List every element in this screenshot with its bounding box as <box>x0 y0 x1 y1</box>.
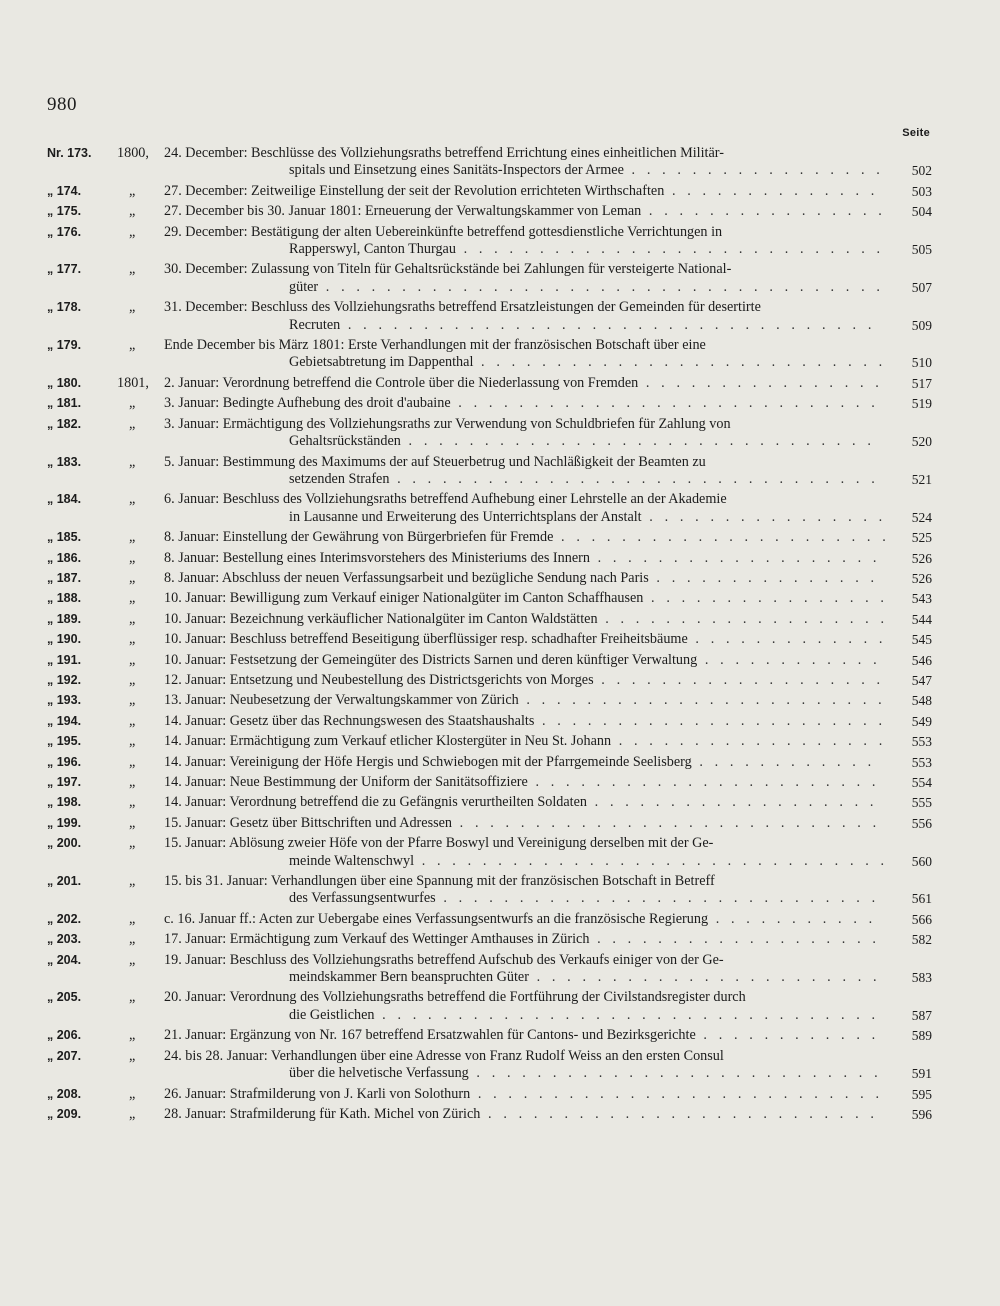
dot-leader: . . . . . . . . . . . . . . . . . . . <box>593 671 885 688</box>
entry-number: „ 185. <box>47 530 82 545</box>
toc-entry <box>0 590 1000 607</box>
entry-description <box>164 395 892 412</box>
entry-description-line: 14. Januar: Verordnung betreffend die zu Gefängnis verurtheilten Soldaten . . . . . . . . . . . . . . . . . . . <box>164 794 878 811</box>
entry-description-line: Gehaltsrückständen . . . . . . . . . . . . . . . . . . . . . . . . . . . . . . . <box>289 433 875 450</box>
entry-description-line: 13. Januar: Neubesetzung der Verwaltungskammer von Zürich . . . . . . . . . . . . . . . . . . . . . . . . <box>164 692 886 709</box>
entry-page-number: 560 <box>911 853 932 869</box>
entry-year: „ <box>129 299 136 316</box>
entry-description-line: meindskammer Bern beanspruchten Güter . . . . . . . . . . . . . . . . . . . . . . . <box>289 969 881 986</box>
dot-leader: . . . . . . . . . . . . . . . . . . . . . . . . . . . <box>468 1065 882 1082</box>
entry-description-line: 3. Januar: Ermächtigung des Vollziehungsraths zur Verwendung von Schuldbriefen für Zahlung von <box>164 415 731 432</box>
entry-page-number: 519 <box>911 396 932 412</box>
dot-leader: . . . . . . . . . . . . . . . . . . . . . . . <box>534 712 887 729</box>
dot-leader: . . . . . . . . . . . . . . . . . . . . . . . . . . . . . . . . . . . <box>340 316 876 333</box>
entry-year: „ <box>129 337 136 354</box>
entry-description-line: 14. Januar: Vereinigung der Höfe Hergis und Schwiebogen mit der Pfarrgemeinde Seelisberg . . . . . . . . . . . . <box>164 753 876 770</box>
entry-description-line: setzenden Strafen . . . . . . . . . . . . . . . . . . . . . . . . . . . . . . . . <box>289 470 879 487</box>
entry-description-line: 2. Januar: Verordnung betreffend die Controle über die Niederlassung von Fremden . . . . . . . . . . . . . . . . <box>164 374 883 391</box>
entry-description <box>164 261 892 296</box>
toc-entry <box>0 203 1000 220</box>
entry-description-line: spitals und Einsetzung eines Sanitäts-Inspectors der Armee . . . . . . . . . . . . . . . . . <box>289 162 884 179</box>
entry-description <box>164 774 892 791</box>
entry-page-number: 553 <box>911 734 932 750</box>
entry-number: „ 195. <box>47 734 82 749</box>
toc-entry <box>0 550 1000 567</box>
entry-year: 1800, <box>117 145 149 161</box>
entry-page-number: 526 <box>911 550 932 566</box>
entry-description-line: 3. Januar: Bedingte Aufhebung des droit d'aubaine . . . . . . . . . . . . . . . . . . . . . . . . . . . . <box>164 395 879 412</box>
toc-entry <box>0 1106 1000 1123</box>
entry-year: „ <box>129 549 136 566</box>
dot-leader: . . . . . . . . . . . . . . . . . . . . . . . . . . . <box>473 354 887 371</box>
entry-description-line: 27. December: Zeitweilige Einstellung der seit der Revolution errichteten Wirthschaften . . . . . . . . . . . . . . <box>164 182 879 199</box>
entry-number: „ 179. <box>47 338 82 353</box>
entry-page-number: 591 <box>911 1066 932 1082</box>
entry-number: „ 180. <box>47 375 82 390</box>
entry-number: „ 177. <box>47 262 82 277</box>
entry-page-number: 526 <box>911 570 932 586</box>
toc-entry <box>0 1086 1000 1103</box>
entry-number: „ 196. <box>47 754 82 769</box>
entry-number: „ 175. <box>47 204 82 219</box>
entry-year: „ <box>129 931 136 948</box>
toc-entry <box>0 183 1000 200</box>
entry-description <box>164 529 892 546</box>
entry-year: 1801, <box>117 374 149 391</box>
entry-year: „ <box>129 415 136 432</box>
seite-column-header: Seite <box>902 127 930 139</box>
entry-description <box>164 145 892 180</box>
entry-number: „ 201. <box>47 874 82 889</box>
entry-description <box>164 375 892 392</box>
entry-description-line: 8. Januar: Bestellung eines Interimsvorstehers des Ministeriums des Innern . . . . . . . . . . . . . . . . . . . <box>164 549 881 566</box>
entry-description <box>164 590 892 607</box>
entry-year: „ <box>129 631 136 648</box>
dot-leader: . . . . . . . . . . . . . . . . . . . . . . . . . . . . . <box>435 890 880 907</box>
toc-entry <box>0 713 1000 730</box>
toc-entry <box>0 529 1000 546</box>
dot-leader: . . . . . . . . . . . . . . . . . . . . . . . . . . . . . . . <box>400 433 875 450</box>
entry-description-line: Gebietsabtretung im Dappenthal . . . . . . . . . . . . . . . . . . . . . . . . . . . <box>289 354 887 371</box>
entry-year: „ <box>129 453 136 470</box>
entry-number: „ 200. <box>47 836 82 851</box>
entry-page-number: 596 <box>911 1106 932 1122</box>
entry-page-number: 509 <box>911 317 932 333</box>
entry-description <box>164 952 892 987</box>
entry-description-line: 28. Januar: Strafmilderung für Kath. Michel von Zürich . . . . . . . . . . . . . . . . . . . . . . . . . . <box>164 1105 879 1122</box>
entry-year: „ <box>129 835 136 852</box>
entry-description-line: 14. Januar: Ermächtigung zum Verkauf etlicher Klostergüter in Neu St. Johann . . . . . . . . . . . . . . . . . . <box>164 733 887 750</box>
entry-page-number: 543 <box>911 591 932 607</box>
entry-year: „ <box>129 203 136 220</box>
entry-description-line: 10. Januar: Festsetzung der Gemeingüter des Districts Sarnen und deren künftiger Verwaltung . . . . . . . . . . . . <box>164 651 881 668</box>
entry-description-line: 20. Januar: Verordnung des Vollziehungsraths betreffend die Fortführung der Civilstandsregister durch <box>164 989 746 1006</box>
dot-leader: . . . . . . . . . . . . . . . . . . . . . . . . . . . . . . . . . . . . . <box>318 278 885 295</box>
entry-page-number: 548 <box>911 693 932 709</box>
entry-description-line: 10. Januar: Beschluss betreffend Beseitigung überflüssiger resp. schadhafter Freiheitsbäume . . . . . . . . . . . . . <box>164 631 887 648</box>
entry-description-line: 17. Januar: Ermächtigung zum Verkauf des Wettinger Amthauses in Zürich . . . . . . . . . . . . . . . . . . . <box>164 931 881 948</box>
entry-number: „ 191. <box>47 652 82 667</box>
entry-year: „ <box>129 989 136 1006</box>
entry-year: „ <box>129 651 136 668</box>
entry-description <box>164 299 892 334</box>
entry-description <box>164 454 892 489</box>
entry-page-number: 545 <box>911 632 932 648</box>
dot-leader: . . . . . . . . . . . . <box>697 651 881 668</box>
entry-page-number: 553 <box>911 754 932 770</box>
entry-description <box>164 491 892 526</box>
entry-number: Nr. 173. <box>47 146 92 160</box>
entry-description-line: 15. Januar: Ablösung zweier Höfe von der Pfarre Boswyl und Vereinigung derselben mit der Ge- <box>164 835 714 852</box>
entry-number: „ 207. <box>47 1048 82 1063</box>
dot-leader: . . . . . . . . . . . . . . . . . . . <box>589 931 881 948</box>
entry-page-number: 554 <box>911 775 932 790</box>
entry-description <box>164 1027 892 1044</box>
entry-description-line: 14. Januar: Gesetz über das Rechnungswesen des Staatshaushalts . . . . . . . . . . . . . . . . . . . . . . . <box>164 712 887 729</box>
dot-leader: . . . . . . . . . . . . . . . . . . . . . . . <box>528 969 881 986</box>
entry-number: „ 193. <box>47 693 82 708</box>
entry-description-line: in Lausanne und Erweiterung des Unterrichtsplans der Anstalt . . . . . . . . . . . . . . . . <box>289 508 887 525</box>
entry-description-line: meinde Waltenschwyl . . . . . . . . . . . . . . . . . . . . . . . . . . . . . . . <box>289 852 889 869</box>
entry-description <box>164 652 892 669</box>
dot-leader: . . . . . . . . . . . . . . . . . . . <box>587 794 878 811</box>
entry-description <box>164 692 892 709</box>
toc-entry <box>0 395 1000 412</box>
entry-page-number: 524 <box>911 509 932 525</box>
entry-description <box>164 835 892 870</box>
entry-year: „ <box>129 1105 136 1122</box>
entry-page-number: 521 <box>911 471 932 487</box>
entry-number: „ 176. <box>47 224 82 239</box>
entry-description <box>164 713 892 730</box>
dot-leader: . . . . . . . . . . . . . <box>687 631 887 648</box>
entry-description-line: c. 16. Januar ff.: Acten zur Uebergabe eines Verfassungsentwurfs an die französische Regierung . . . . . . . . . . . <box>164 910 877 927</box>
entry-number: „ 183. <box>47 454 82 469</box>
toc-entry <box>0 337 1000 372</box>
toc-entry <box>0 672 1000 689</box>
dot-leader: . . . . . . . . . . . . . . . . . . . . . . . . . . . . . . . . . <box>374 1006 880 1023</box>
entry-year: „ <box>129 733 136 750</box>
dot-leader: . . . . . . . . . . . . . . <box>664 182 879 199</box>
entry-number: „ 189. <box>47 611 82 626</box>
entry-page-number: 556 <box>911 815 932 831</box>
entry-page-number: 517 <box>911 375 932 391</box>
entry-description <box>164 1106 892 1123</box>
entry-description-line: über die helvetische Verfassung . . . . . . . . . . . . . . . . . . . . . . . . . . . <box>289 1065 882 1082</box>
entry-description-line: 27. December bis 30. Januar 1801: Erneuerung der Verwaltungskammer von Leman . . . . . . . . . . . . . . . . <box>164 203 886 220</box>
table-of-contents <box>0 145 1000 1126</box>
entry-number: „ 209. <box>47 1106 82 1121</box>
entry-description-line: 12. Januar: Entsetzung und Neubestellung des Districtsgerichts von Morges . . . . . . . . . . . . . . . . . . . <box>164 671 885 688</box>
entry-year: „ <box>129 610 136 627</box>
entry-number: „ 205. <box>47 990 82 1005</box>
entry-number: „ 198. <box>47 795 82 810</box>
entry-year: „ <box>129 712 136 729</box>
entry-description-line: 26. Januar: Strafmilderung von J. Karli von Solothurn . . . . . . . . . . . . . . . . . . . . . . . . . . . <box>164 1085 884 1102</box>
entry-page-number: 566 <box>911 911 932 927</box>
toc-entry <box>0 145 1000 180</box>
toc-entry <box>0 952 1000 987</box>
entry-number: „ 184. <box>47 492 82 507</box>
entry-description-line: die Geistlichen . . . . . . . . . . . . . . . . . . . . . . . . . . . . . . . . . <box>289 1006 880 1023</box>
toc-entry <box>0 989 1000 1024</box>
entry-year: „ <box>129 1027 136 1044</box>
page-number: 980 <box>47 94 77 115</box>
entry-description-line: 10. Januar: Bezeichnung verkäuflicher Nationalgüter im Canton Waldstätten . . . . . . . . . . . . . . . . . . . <box>164 610 889 627</box>
entry-page-number: 546 <box>911 652 932 668</box>
dot-leader: . . . . . . . . . . . . . . . . . . . . . . . <box>527 774 880 790</box>
entry-number: „ 174. <box>47 183 82 198</box>
entry-page-number: 547 <box>911 672 932 688</box>
entry-description <box>164 733 892 750</box>
entry-page-number: 504 <box>911 204 932 220</box>
entry-page-number: 555 <box>911 795 932 811</box>
entry-number: „ 202. <box>47 911 82 926</box>
entry-description <box>164 1048 892 1083</box>
entry-year: „ <box>129 529 136 546</box>
dot-leader: . . . . . . . . . . . <box>708 910 877 927</box>
entry-description <box>164 754 892 771</box>
entry-number: „ 187. <box>47 570 82 585</box>
entry-year: „ <box>129 692 136 709</box>
toc-entry <box>0 652 1000 669</box>
entry-number: „ 206. <box>47 1028 82 1043</box>
entry-page-number: 582 <box>911 932 932 948</box>
dot-leader: . . . . . . . . . . . . . . . . <box>643 590 889 607</box>
dot-leader: . . . . . . . . . . . . . . . . . . <box>611 733 887 750</box>
toc-entry <box>0 692 1000 709</box>
entry-year: „ <box>129 590 136 607</box>
entry-year: „ <box>129 910 136 927</box>
toc-entry <box>0 416 1000 451</box>
dot-leader: . . . . . . . . . . . . . . . . . . . . . . . . . . . . <box>450 395 879 412</box>
dot-leader: . . . . . . . . . . . . . . . . . . . . . . <box>553 529 890 546</box>
entry-number: „ 204. <box>47 952 82 967</box>
entry-description <box>164 911 892 928</box>
entry-description <box>164 873 892 908</box>
entry-number: „ 181. <box>47 396 82 411</box>
entry-page-number: 525 <box>911 530 932 546</box>
entry-page-number: 510 <box>911 355 932 371</box>
entry-description <box>164 203 892 220</box>
entry-description <box>164 550 892 567</box>
entry-year: „ <box>129 814 136 831</box>
entry-number: „ 199. <box>47 815 82 830</box>
dot-leader: . . . . . . . . . . . . . . . . . . . <box>589 549 881 566</box>
entry-description <box>164 815 892 832</box>
entry-description-line: 15. Januar: Gesetz über Bittschriften und Adressen . . . . . . . . . . . . . . . . . . . . . . . . . . . . <box>164 814 881 831</box>
entry-description-line: 6. Januar: Beschluss des Vollziehungsraths betreffend Aufhebung einer Lehrstelle an der Akademie <box>164 491 727 508</box>
entry-year: „ <box>129 671 136 688</box>
dot-leader: . . . . . . . . . . . . . . . . <box>638 374 883 391</box>
entry-description <box>164 337 892 372</box>
entry-number: „ 197. <box>47 775 82 789</box>
entry-number: „ 182. <box>47 416 82 431</box>
dot-leader: . . . . . . . . . . . . . . . <box>648 569 879 586</box>
toc-entry <box>0 1027 1000 1044</box>
entry-description <box>164 931 892 948</box>
toc-entry <box>0 774 1000 791</box>
entry-description <box>164 416 892 451</box>
entry-number: „ 192. <box>47 672 82 687</box>
entry-page-number: 583 <box>911 970 932 986</box>
dot-leader: . . . . . . . . . . . . <box>691 753 876 770</box>
entry-description-line: Ende December bis März 1801: Erste Verhandlungen mit der französischen Botschaft über eine <box>164 337 706 354</box>
entry-page-number: 595 <box>911 1086 932 1102</box>
entry-year: „ <box>129 491 136 508</box>
entry-description <box>164 570 892 587</box>
entry-description-line: 30. December: Zulassung von Titeln für Gehaltsrückstände bei Zahlungen für versteigerte National- <box>164 261 732 278</box>
entry-description <box>164 611 892 628</box>
entry-page-number: 505 <box>911 242 932 258</box>
entry-year: „ <box>129 569 136 586</box>
toc-entry <box>0 1048 1000 1083</box>
entry-description-line: Recruten . . . . . . . . . . . . . . . . . . . . . . . . . . . . . . . . . . . <box>289 316 876 333</box>
entry-description-line: Rapperswyl, Canton Thurgau . . . . . . . . . . . . . . . . . . . . . . . . . . . . <box>289 241 885 258</box>
entry-year: „ <box>129 1085 136 1102</box>
entry-description <box>164 631 892 648</box>
entry-year: „ <box>129 951 136 968</box>
toc-entry <box>0 491 1000 526</box>
entry-number: „ 178. <box>47 300 82 315</box>
toc-entry <box>0 911 1000 928</box>
dot-leader: . . . . . . . . . . . . . . . . . . . . . . . . . . . <box>470 1085 884 1102</box>
entry-description-line: 19. Januar: Beschluss des Vollziehungsraths betreffend Aufschub des Verkaufs einiger von der Ge- <box>164 951 724 968</box>
dot-leader: . . . . . . . . . . . . . . . . . . . . . . . . . . . . . . . . <box>389 470 879 487</box>
entry-description-line: 10. Januar: Bewilligung zum Verkauf einiger Nationalgüter im Canton Schaffhausen . . . . . . . . . . . . . . . . <box>164 590 889 607</box>
entry-page-number: 589 <box>911 1028 932 1044</box>
dot-leader: . . . . . . . . . . . . . . . . <box>641 203 886 220</box>
entry-page-number: 561 <box>911 891 932 907</box>
toc-entry <box>0 454 1000 489</box>
toc-entry <box>0 611 1000 628</box>
toc-entry <box>0 261 1000 296</box>
entry-description-line: 14. Januar: Neue Bestimmung der Uniform der Sanitätsoffiziere . . . . . . . . . . . . . . . . . . . . . . . <box>164 774 880 790</box>
entry-description-line: 31. December: Beschluss des Vollziehungsraths betreffend Ersatzleistungen der Gemeinden für desertirte <box>164 299 761 316</box>
entry-number: „ 186. <box>47 550 82 565</box>
entry-description-line: 8. Januar: Abschluss der neuen Verfassungsarbeit und bezügliche Sendung nach Paris . . . . . . . . . . . . . . . <box>164 569 879 586</box>
toc-entry <box>0 931 1000 948</box>
dot-leader: . . . . . . . . . . . . <box>695 1027 880 1044</box>
entry-year: „ <box>129 1047 136 1064</box>
dot-leader: . . . . . . . . . . . . . . . . . . . . . . . . . . <box>480 1105 879 1122</box>
toc-entry <box>0 299 1000 334</box>
toc-entry <box>0 375 1000 392</box>
entry-description <box>164 183 892 200</box>
entry-year: „ <box>129 774 136 790</box>
entry-page-number: 503 <box>911 183 932 199</box>
toc-entry <box>0 631 1000 648</box>
entry-number: „ 188. <box>47 591 82 606</box>
entry-page-number: 544 <box>911 611 932 627</box>
entry-description-line: 24. December: Beschlüsse des Vollziehungsraths betreffend Errichtung eines einheitlichen Militär- <box>164 145 724 161</box>
entry-number: „ 190. <box>47 632 82 647</box>
entry-page-number: 507 <box>911 279 932 295</box>
entry-description-line: 15. bis 31. Januar: Verhandlungen über eine Spannung mit der französischen Botschaft in Betreff <box>164 873 715 890</box>
entry-description-line: 21. Januar: Ergänzung von Nr. 167 betreffend Ersatzwahlen für Cantons- und Bezirksgerichte . . . . . . . . . . . . <box>164 1027 880 1044</box>
toc-entry <box>0 733 1000 750</box>
dot-leader: . . . . . . . . . . . . . . . . . . . . . . . . <box>518 692 886 709</box>
entry-description <box>164 1086 892 1103</box>
entry-description-line: 8. Januar: Einstellung der Gewährung von Bürgerbriefen für Fremde . . . . . . . . . . . . . . . . . . . . . . <box>164 529 890 546</box>
dot-leader: . . . . . . . . . . . . . . . . . . . . . . . . . . . . . . . <box>414 852 889 869</box>
entry-page-number: 587 <box>911 1007 932 1023</box>
entry-year: „ <box>129 223 136 240</box>
entry-number: „ 208. <box>47 1086 82 1101</box>
toc-entry <box>0 754 1000 771</box>
entry-year: „ <box>129 182 136 199</box>
dot-leader: . . . . . . . . . . . . . . . . <box>641 508 887 525</box>
entry-page-number: 549 <box>911 713 932 729</box>
toc-entry <box>0 815 1000 832</box>
toc-entry <box>0 835 1000 870</box>
entry-description-line: 29. December: Bestätigung der alten Uebereinkünfte betreffend gottesdienstliche Verrichtungen in <box>164 223 723 240</box>
entry-description-line: des Verfassungsentwurfes . . . . . . . . . . . . . . . . . . . . . . . . . . . . . <box>289 890 880 907</box>
entry-description <box>164 989 892 1024</box>
entry-description-line: güter . . . . . . . . . . . . . . . . . . . . . . . . . . . . . . . . . . . . . <box>289 278 885 295</box>
toc-entry <box>0 873 1000 908</box>
dot-leader: . . . . . . . . . . . . . . . . . . . . . . . . . . . . <box>452 814 881 831</box>
entry-page-number: 502 <box>911 163 932 179</box>
dot-leader: . . . . . . . . . . . . . . . . . <box>623 162 884 179</box>
entry-description-line: 24. bis 28. Januar: Verhandlungen über eine Adresse von Franz Rudolf Weiss an den ersten Consul <box>164 1047 724 1064</box>
entry-year: „ <box>129 753 136 770</box>
entry-page-number: 520 <box>911 434 932 450</box>
entry-year: „ <box>129 794 136 811</box>
entry-description <box>164 224 892 259</box>
entry-description <box>164 672 892 689</box>
entry-number: „ 194. <box>47 713 82 728</box>
toc-entry <box>0 570 1000 587</box>
entry-year: „ <box>129 395 136 412</box>
dot-leader: . . . . . . . . . . . . . . . . . . . . . . . . . . . . <box>455 241 885 258</box>
toc-entry <box>0 794 1000 811</box>
entry-number: „ 203. <box>47 932 82 947</box>
dot-leader: . . . . . . . . . . . . . . . . . . . <box>597 610 889 627</box>
entry-year: „ <box>129 873 136 890</box>
entry-description <box>164 794 892 811</box>
entry-year: „ <box>129 261 136 278</box>
entry-description-line: 5. Januar: Bestimmung des Maximums der auf Steuerbetrug und Nachläßigkeit der Beamten zu <box>164 453 706 470</box>
toc-entry <box>0 224 1000 259</box>
